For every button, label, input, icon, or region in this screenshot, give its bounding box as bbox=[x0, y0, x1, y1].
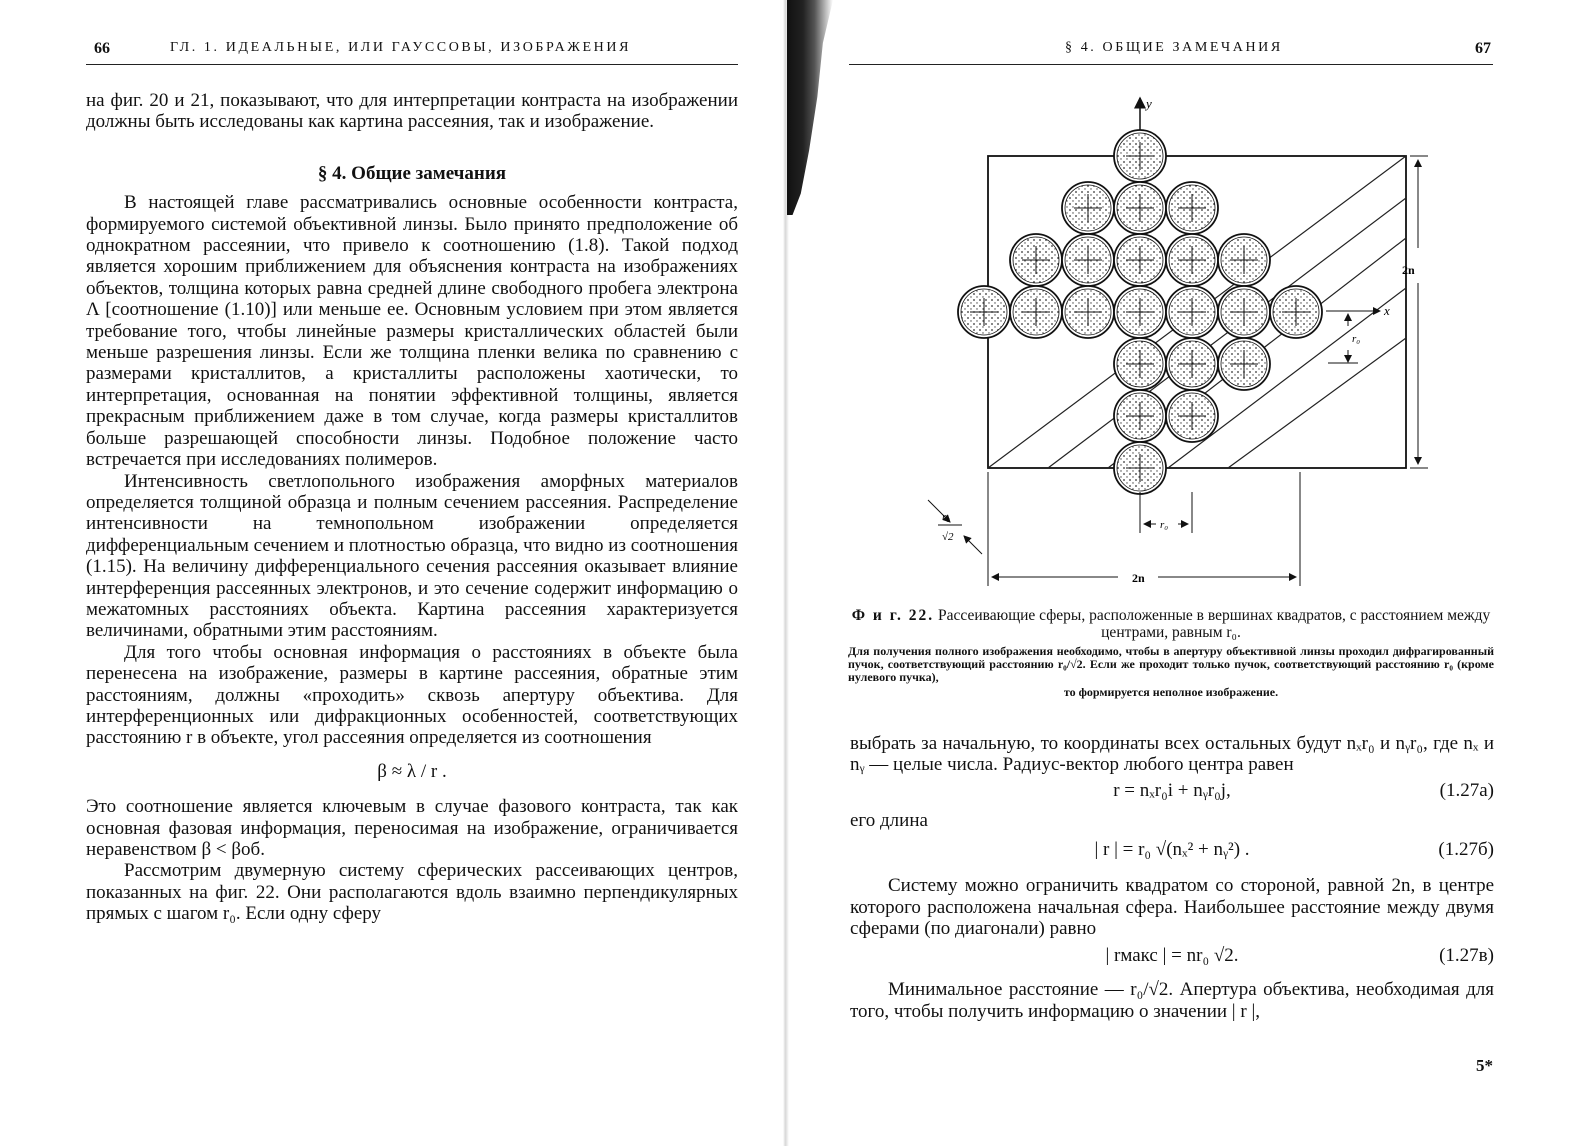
caption-note: Для получения полного изображения необходимо, чтобы в апертуру объективной линзы проходил дифрагированный пучок, соответствующий расстоянию r₀/√2. Если же проходит только пучок, соответствующий расстоянию r₀ (кроме нулевого пучка), bbox=[848, 644, 1494, 685]
equation-1-27a: r = nₓr₀i + nᵧr₀j, bbox=[1113, 779, 1231, 801]
sphere bbox=[1062, 234, 1114, 286]
header-rule bbox=[849, 64, 1493, 65]
y-axis-label: y bbox=[1146, 96, 1152, 111]
sphere bbox=[1166, 286, 1218, 338]
sphere bbox=[1218, 234, 1270, 286]
caption-title: Рассеивающие сферы, расположенные в вершинах квадратов, с расстоянием между центрами, равным r₀. bbox=[938, 607, 1491, 641]
paragraph: Интенсивность светлопольного изображения аморфных материалов определяется толщиной образца и полным сечением рассеяния. Распределение интенсивности на темнопольном изображении определяется дифференциальным сечением и плотностью образца, что видно из соотношения (1.15). На величину дифференциального сечения рассеяния оказывает влияние интерференция рассеянных электронов, и это сечение содержит информацию о межатомных расстояниях объекта. Картина рассеяния характеризуется величинами, обратными этим расстояниям. bbox=[86, 470, 738, 642]
carryover-paragraph: на фиг. 20 и 21, показывают, что для интерпретации контраста на изображении должны быть исследованы как картина рассеяния, так и изображение. bbox=[86, 90, 738, 133]
caption-main bbox=[848, 607, 1494, 641]
paragraph: Систему можно ограничить квадратом со стороной, равной 2n, в центре которого расположена начальная сфера. Наибольшее расстояние между двумя сферами (по диагонали) равно bbox=[850, 875, 1494, 940]
label-diag-denominator: √2 bbox=[942, 531, 954, 543]
page-number: 67 bbox=[1475, 40, 1491, 57]
sphere bbox=[1166, 234, 1218, 286]
paragraph: Рассмотрим двумерную систему сферических рассеивающих центров, показанных на фиг. 22. Они располагаются вдоль взаимно перпендикулярных прямых с шагом r₀. Если одну сферу bbox=[86, 860, 738, 925]
sphere bbox=[1218, 286, 1270, 338]
paragraph: В настоящей главе рассматривались основные особенности контраста, формируемого системой объективной линзы. Было принято предположение об однократном рассеянии, что привело к соотношению (1.8). Такой подход является хорошим приближением для объяснения контраста на изображениях объектов, толщина которых равна средней длине свободного пробега электрона Λ [соотношение (1.10)] или меньше ее. Основным условием при этом является требование того, чтобы линейные размеры кристаллических областей были меньше разрешения линзы. Если же толщина пленки велика по сравнению с размерами кристаллитов, а кристаллиты расположены хаотически, то интерпретация, основанная на понятии эффективной толщины, является прекрасным приближением даже в том случае, когда размеры кристаллитов больше разрешающей способности линзы. Подобное положение часто встречается при исследованиях полимеров. bbox=[86, 192, 738, 471]
formula-beta: β ≈ λ / r . bbox=[377, 760, 447, 782]
section-heading: § 4. Общие замечания bbox=[317, 162, 507, 184]
caption-figure-label: Ф и г. 22. bbox=[851, 607, 935, 624]
left-body bbox=[86, 90, 738, 925]
header-rule bbox=[86, 64, 738, 65]
figure-22 bbox=[918, 88, 1438, 598]
label-2n-bottom: 2n bbox=[1132, 571, 1145, 585]
sphere bbox=[1166, 338, 1218, 390]
equation-1-27b: | r | = r₀ √(nₓ² + nᵧ²) . bbox=[1094, 839, 1250, 861]
running-head: § 4. ОБЩИЕ ЗАМЕЧАНИЯ bbox=[1065, 40, 1283, 55]
sphere bbox=[1114, 234, 1166, 286]
sphere bbox=[1010, 234, 1062, 286]
sphere bbox=[1218, 338, 1270, 390]
sphere bbox=[1062, 182, 1114, 234]
text-length: его длина bbox=[850, 809, 928, 831]
right-body bbox=[850, 733, 1494, 1022]
sphere bbox=[1114, 390, 1166, 442]
page-number: 66 bbox=[94, 40, 110, 57]
sphere bbox=[1114, 338, 1166, 390]
equation-1-27v: | rмакс | = nr₀ √2. bbox=[1105, 945, 1239, 967]
equation-number: (1.27б) bbox=[1438, 839, 1494, 861]
sphere bbox=[1166, 390, 1218, 442]
sphere bbox=[1114, 182, 1166, 234]
x-axis-label: x bbox=[1384, 303, 1390, 318]
equation-row bbox=[850, 945, 1494, 975]
paragraph: Минимальное расстояние — r₀/√2. Апертура объектива, необходимая для того, чтобы получить информацию о значении | r |, bbox=[850, 979, 1494, 1022]
signature-mark: 5* bbox=[1476, 1056, 1493, 1075]
equation-number: (1.27в) bbox=[1439, 945, 1494, 967]
sphere bbox=[1114, 286, 1166, 338]
label-r0-bottom: r₀ bbox=[1160, 519, 1169, 531]
sphere bbox=[1062, 286, 1114, 338]
paragraph: выбрать за начальную, то координаты всех остальных будут nₓr₀ и nᵧr₀, где nₓ и nᵧ — целые числа. Радиус-вектор любого центра равен bbox=[850, 733, 1494, 776]
paragraph: Это соотношение является ключевым в случае фазового контраста, так как основная фазовая информация, переносимая на изображение, ограничивается неравенством β < βоб. bbox=[86, 796, 738, 860]
sphere bbox=[1166, 182, 1218, 234]
equation-row bbox=[850, 780, 1494, 810]
sphere bbox=[1114, 130, 1166, 182]
sphere bbox=[1010, 286, 1062, 338]
label-r0-right: r₀ bbox=[1352, 333, 1361, 345]
caption-note-last: то формируется неполное изображение. bbox=[1063, 684, 1279, 699]
left-page bbox=[0, 0, 785, 1146]
running-head: ГЛ. 1. ИДЕАЛЬНЫЕ, ИЛИ ГАУССОВЫ, ИЗОБРАЖЕНИЯ bbox=[170, 40, 632, 55]
sphere bbox=[1114, 442, 1166, 494]
equation-row bbox=[850, 839, 1494, 869]
sphere bbox=[958, 286, 1010, 338]
equation-number: (1.27а) bbox=[1439, 779, 1494, 801]
sphere bbox=[1270, 286, 1322, 338]
paragraph: Для того чтобы основная информация о расстояниях в объекте была перенесена на изображение, размеры в картине рассеяния, обратные этим расстояниям, должны «проходить» сквозь апертуру объектива. Для интерференционных или дифракционных особенностей, соответствующих расстоянию r в объекте, угол рассеяния определяется из соотношения bbox=[86, 641, 738, 749]
figure-caption bbox=[848, 607, 1494, 700]
label-diag-numerator: r₀ bbox=[942, 511, 951, 523]
label-2n-right: 2n bbox=[1402, 263, 1415, 277]
dim-arrow bbox=[964, 536, 982, 554]
